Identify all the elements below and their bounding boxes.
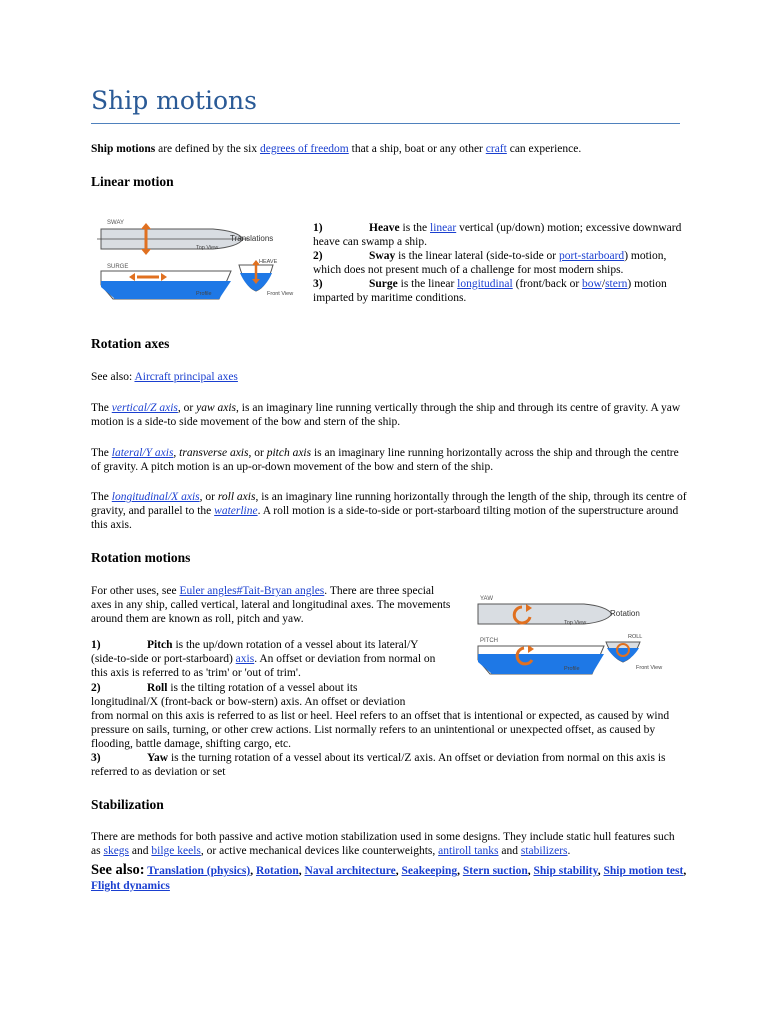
intro-bold: Ship motions	[91, 143, 156, 155]
link-ship-stability[interactable]: Ship stability	[533, 865, 598, 877]
translations-figure	[93, 213, 305, 303]
see-also-section: See also: Translation (physics), Rotation, Naval architecture, Seakeeping, Stern suction, Ship stability, Ship motion test, Flight dynamics	[91, 862, 687, 892]
link-stern[interactable]: stern	[605, 278, 628, 290]
paragraph-lateral-axis: The lateral/Y axis, transverse axis, or pitch axis is an imaginary line running horizontally across the ship and through the centre of gravity. A pitch motion is an up-or-down movement of the bow and stern of the ship.	[91, 447, 679, 473]
heading-linear-motion: Linear motion	[91, 174, 174, 189]
label-front-view: Front View	[267, 291, 294, 297]
link-waterline[interactable]: waterline	[214, 505, 258, 517]
link-axis[interactable]: axis	[235, 653, 255, 665]
label-sway: SWAY	[107, 220, 125, 226]
list-item-heave: 1) Heave is the linear vertical (up/down) motion; excessive downward heave can swamp a ship.	[313, 222, 682, 248]
rotation-figure	[476, 590, 676, 682]
label-top-view: Top View	[196, 245, 219, 251]
link-ship-motion-test[interactable]: Ship motion test	[603, 865, 684, 877]
link-linear[interactable]: linear	[430, 222, 457, 234]
link-aircraft-principal-axes[interactable]: Aircraft principal axes	[134, 371, 238, 383]
label-top-view-rot: Top View	[564, 620, 587, 626]
link-longitudinal[interactable]: longitudinal	[457, 278, 513, 290]
label-translations: Translations	[230, 234, 274, 243]
link-antiroll-tanks[interactable]: antiroll tanks	[438, 845, 499, 857]
label-pitch: PITCH	[480, 638, 498, 644]
see-also-label: See also:	[91, 862, 145, 878]
intro-paragraph: Ship motions are defined by the six degrees of freedom that a ship, boat or any other craft can experience.	[91, 143, 582, 155]
heading-stabilization: Stabilization	[91, 797, 164, 812]
list-item-surge: 3) Surge is the linear longitudinal (front/back or bow/stern) motion imparted by maritime conditions.	[313, 278, 667, 304]
link-stern-suction[interactable]: Stern suction	[462, 865, 528, 877]
link-rotation[interactable]: Rotation	[255, 865, 299, 877]
link-translation-physics[interactable]: Translation (physics)	[147, 865, 251, 877]
paragraph-longitudinal-axis: The longitudinal/X axis, or roll axis, is an imaginary line running horizontally through the length of the ship, through its centre of gravity, and parallel to the waterline. A roll motion is a side-to-side or port-starboard tilting motion of the superstructure around this axis.	[91, 491, 687, 531]
heading-rotation-axes: Rotation axes	[91, 336, 170, 351]
heading-rotation-motions: Rotation motions	[91, 550, 191, 565]
label-surge: SURGE	[107, 264, 129, 270]
title-divider	[91, 123, 680, 124]
paragraph-vertical-axis: The vertical/Z axis, or yaw axis, is an imaginary line running vertically through the ship and through its centre of gravity. A yaw motion is a side-to side movement of the bow and stern of the ship.	[91, 402, 681, 428]
link-longitudinal-x-axis[interactable]: longitudinal/X axis	[111, 491, 200, 503]
list-item-yaw: 3) Yaw is the turning rotation of a vessel about its vertical/Z axis. An offset or deviation from normal on this axis is referred to as deviation or set	[91, 752, 666, 778]
link-craft[interactable]: craft	[485, 143, 507, 155]
label-profile: Profile	[196, 291, 212, 297]
see-also-aircraft: See also: Aircraft principal axes	[91, 371, 238, 383]
stabilization-paragraph: There are methods for both passive and active motion stabilization used in some designs. They include static hull features such as skegs and bilge keels, or active mechanical devices like counterweights, antiroll tanks and stabilizers.	[91, 831, 675, 857]
label-heave: HEAVE	[259, 259, 278, 265]
linear-motion-list	[313, 221, 683, 305]
link-bow[interactable]: bow	[582, 278, 602, 290]
rotation-motions-intro: For other uses, see Euler angles#Tait-Bryan angles. There are three special axes in any ship, called vertical, lateral and longitudinal axes. The movements around them are known as roll, pitch and yaw.	[91, 585, 451, 625]
list-item-pitch: 1) Pitch is the up/down rotation of a vessel about its lateral/Y (side-to-side or port-starboard) axis. An offset or deviation from normal on this axis is referred to as 'trim' or 'out of trim'.	[91, 639, 436, 679]
list-item-roll: 2) Roll is the tilting rotation of a vessel about its longitudinal/X (front-back or bow-stern) axis. An offset or deviation from normal on this axis is referred to as list or heel. Heel refers to an offset that is intentional or expected, as caused by wind pressure on sails, turning, or other crew actions. List normally refers to an unintentional or unexpected offset, as caused by flooding, battle damage, shifting cargo, etc.	[91, 682, 670, 750]
list-item-sway: 2) Sway is the linear lateral (side-to-side or port-starboard) motion, which does not present much of a challenge for most modern ships.	[313, 250, 667, 276]
link-stabilizers[interactable]: stabilizers	[520, 845, 568, 857]
label-rotation: Rotation	[610, 609, 640, 618]
link-skegs[interactable]: skegs	[103, 845, 130, 857]
link-vertical-z-axis[interactable]: vertical/Z axis	[111, 402, 178, 414]
link-naval-architecture[interactable]: Naval architecture	[304, 865, 396, 877]
label-roll: ROLL	[628, 634, 643, 640]
link-degrees-of-freedom[interactable]: degrees of freedom	[259, 143, 349, 155]
label-profile-rot: Profile	[564, 666, 580, 672]
link-lateral-y-axis[interactable]: lateral/Y axis	[111, 447, 174, 459]
label-yaw: YAW	[480, 596, 493, 602]
link-bilge-keels[interactable]: bilge keels	[151, 845, 201, 857]
link-port-starboard[interactable]: port-starboard	[559, 250, 625, 262]
link-flight-dynamics[interactable]: Flight dynamics	[91, 880, 170, 892]
link-euler-angles[interactable]: Euler angles#Tait-Bryan angles	[179, 585, 325, 597]
link-seakeeping[interactable]: Seakeeping	[401, 865, 458, 877]
label-front-view-rot: Front View	[636, 665, 663, 671]
page-title: Ship motions	[91, 86, 257, 115]
